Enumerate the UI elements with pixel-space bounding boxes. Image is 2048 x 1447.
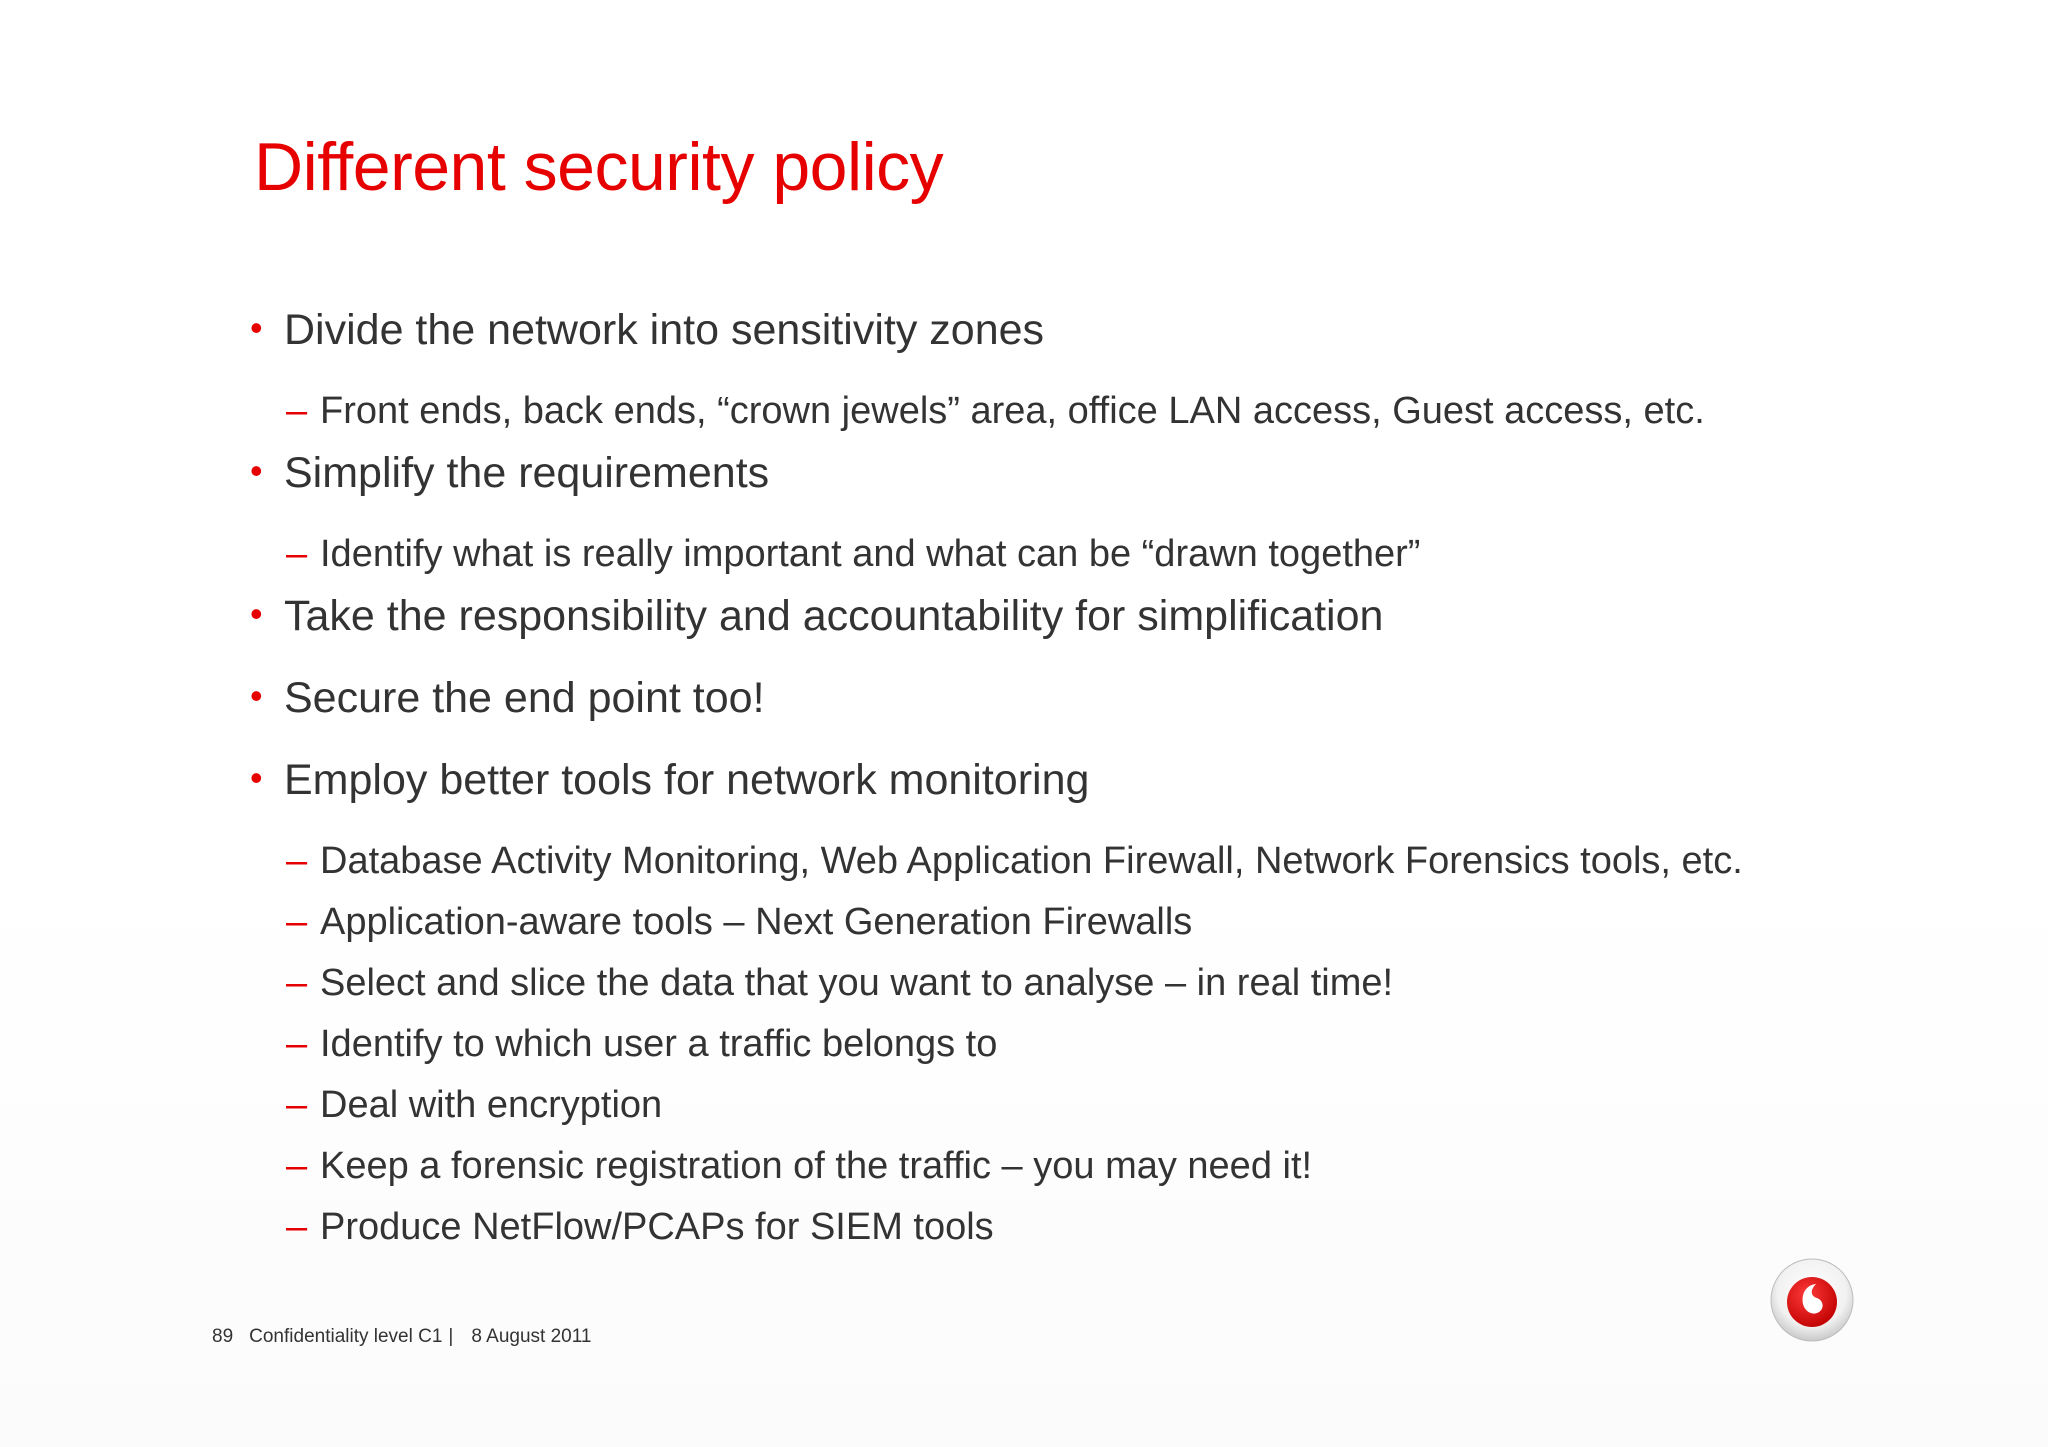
dash-marker: – bbox=[286, 390, 308, 432]
sub-bullet-item bbox=[286, 901, 1192, 944]
confidentiality-level: Confidentiality level C1 bbox=[249, 1326, 443, 1347]
sub-bullet-item bbox=[286, 390, 1705, 433]
dash-marker: – bbox=[286, 962, 308, 1004]
sub-bullet-text: Deal with encryption bbox=[320, 1084, 663, 1126]
sub-bullet-text: Database Activity Monitoring, Web Application Firewall, Network Forensics tools, etc. bbox=[320, 840, 1743, 882]
sub-bullet-text: Keep a forensic registration of the traffic – you may need it! bbox=[320, 1145, 1313, 1187]
dash-marker: – bbox=[286, 840, 308, 882]
bullet-item bbox=[250, 592, 1383, 641]
bullet-item bbox=[250, 306, 1044, 355]
slide-title: Different security policy bbox=[254, 129, 944, 205]
sub-bullet-item bbox=[286, 533, 1420, 576]
bullet-marker: • bbox=[250, 450, 263, 491]
bullet-marker: • bbox=[250, 593, 263, 634]
dash-marker: – bbox=[286, 1145, 308, 1187]
slide-footer bbox=[212, 1326, 591, 1348]
vodafone-logo-icon bbox=[1770, 1258, 1854, 1342]
dash-marker: – bbox=[286, 1206, 308, 1248]
sub-bullet-item bbox=[286, 840, 1743, 883]
sub-bullet-text: Application-aware tools – Next Generation Firewalls bbox=[320, 901, 1193, 943]
sub-bullet-text: Identify what is really important and what can be “drawn together” bbox=[320, 533, 1421, 575]
dash-marker: – bbox=[286, 1023, 308, 1065]
bullet-text: Take the responsibility and accountability for simplification bbox=[284, 592, 1384, 640]
footer-separator: | bbox=[448, 1326, 454, 1347]
sub-bullet-item bbox=[286, 1084, 662, 1127]
bullet-item bbox=[250, 449, 769, 498]
page-number: 89 bbox=[212, 1326, 234, 1347]
bullet-marker: • bbox=[250, 757, 263, 798]
sub-bullet-text: Identify to which user a traffic belongs to bbox=[320, 1023, 998, 1065]
sub-bullet-text: Produce NetFlow/PCAPs for SIEM tools bbox=[320, 1206, 994, 1248]
bullet-item bbox=[250, 756, 1089, 805]
sub-bullet-item bbox=[286, 962, 1393, 1005]
dash-marker: – bbox=[286, 533, 308, 575]
dash-marker: – bbox=[286, 1084, 308, 1126]
sub-bullet-item bbox=[286, 1023, 997, 1066]
sub-bullet-text: Select and slice the data that you want to analyse – in real time! bbox=[320, 962, 1394, 1004]
dash-marker: – bbox=[286, 901, 308, 943]
bullet-marker: • bbox=[250, 307, 263, 348]
bullet-text: Simplify the requirements bbox=[284, 449, 770, 497]
bullet-item bbox=[250, 674, 765, 723]
sub-bullet-item bbox=[286, 1145, 1312, 1188]
bullet-marker: • bbox=[250, 675, 263, 716]
footer-date: 8 August 2011 bbox=[471, 1326, 592, 1347]
sub-bullet-item bbox=[286, 1206, 994, 1249]
bullet-text: Divide the network into sensitivity zones bbox=[284, 306, 1045, 354]
bullet-text: Secure the end point too! bbox=[284, 674, 765, 722]
sub-bullet-text: Front ends, back ends, “crown jewels” area, office LAN access, Guest access, etc. bbox=[320, 390, 1705, 432]
bullet-text: Employ better tools for network monitoring bbox=[284, 756, 1090, 804]
